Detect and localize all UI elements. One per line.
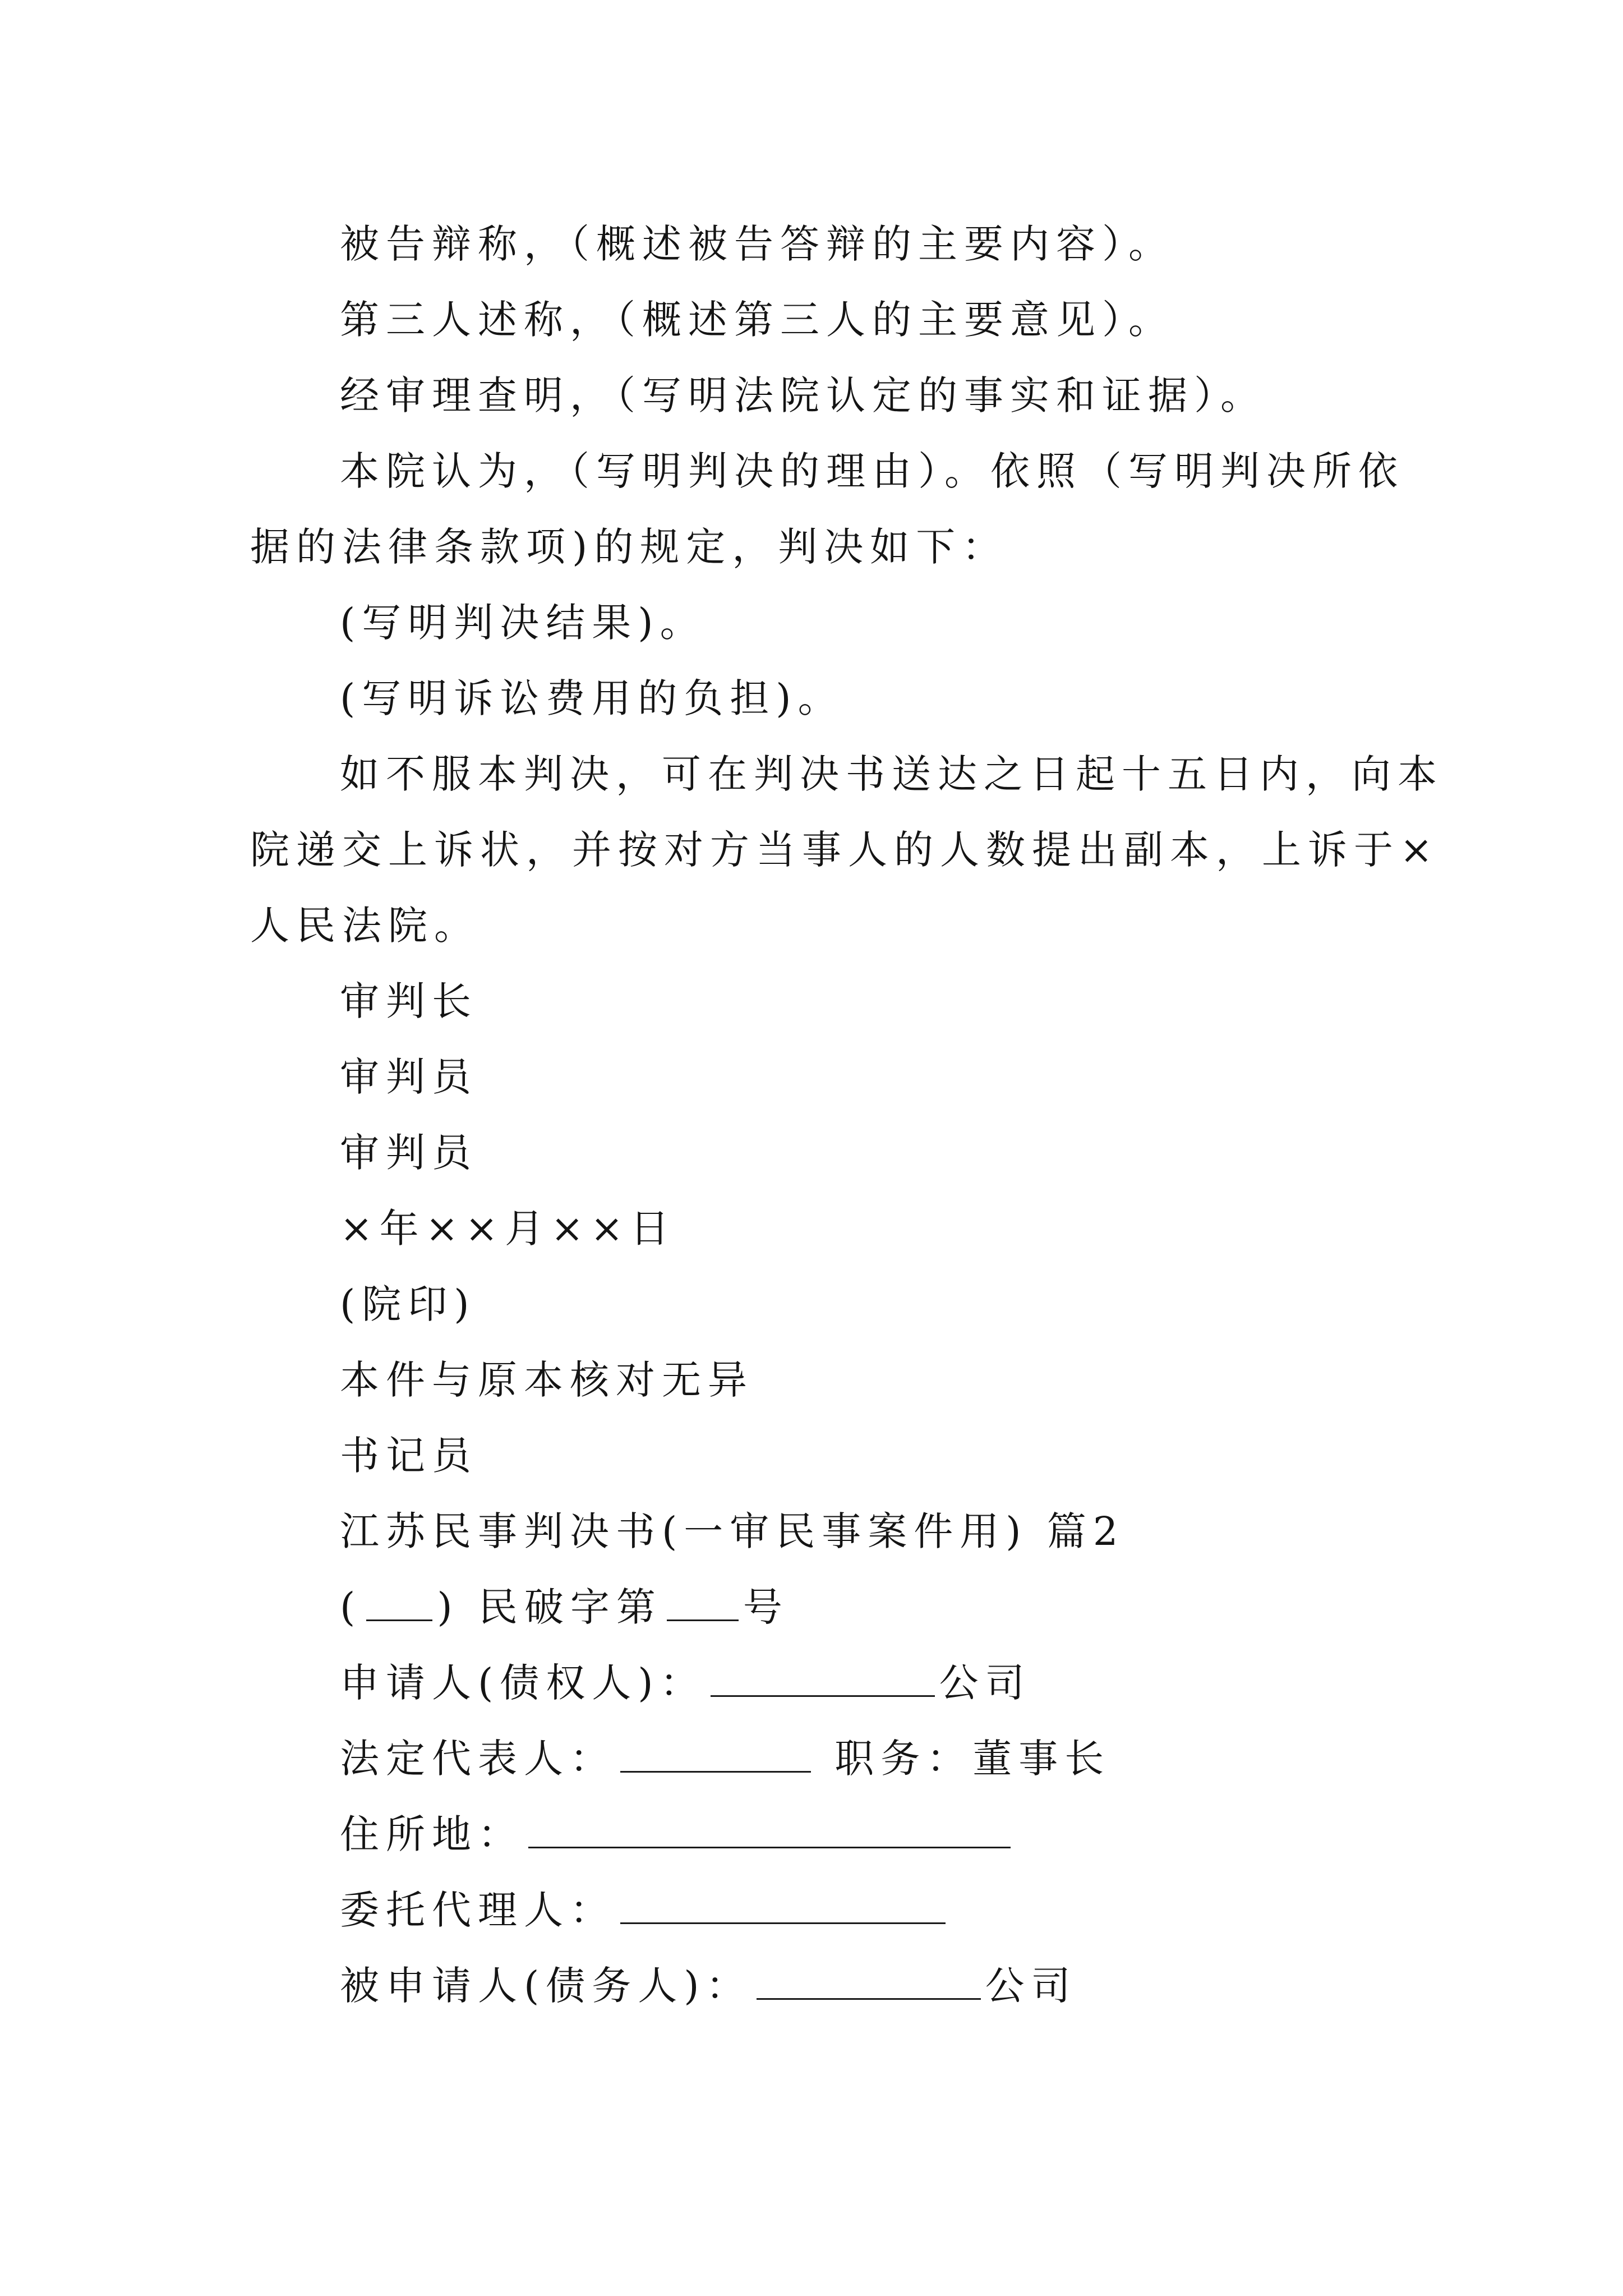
paragraph-court-reasoning-line1: 本院认为，（写明判决的理由）。依照（写明判决所依: [340, 448, 1404, 494]
applicant-line: [340, 1655, 1031, 1711]
paragraph-appeal-notice-line3: 人民法院。: [250, 903, 480, 949]
address-label: 住所地：: [340, 1811, 524, 1857]
respondent-suffix: 公司: [985, 1963, 1077, 2009]
verification-statement: 本件与原本核对无异: [340, 1357, 754, 1403]
paragraph-defendant-defense: 被告辩称，（概述被告答辩的主要内容）。: [340, 221, 1174, 267]
legal-representative-blank: [620, 1731, 811, 1773]
judge-label-1: 审判员: [340, 1054, 478, 1100]
paragraph-third-party-statement: 第三人述称，（概述第三人的主要意见）。: [340, 297, 1174, 343]
section-title: 江苏民事判决书(一审民事案件用) 篇2: [340, 1508, 1125, 1554]
paragraph-judgment-result: (写明判决结果)。: [340, 600, 706, 646]
case-number-suffix: 号: [743, 1584, 789, 1630]
agent-blank: [620, 1882, 946, 1924]
paragraph-facts-found: 经审理查明，（写明法院认定的事实和证据）。: [340, 372, 1266, 418]
presiding-judge-label: 审判长: [340, 978, 478, 1024]
judge-label-2: 审判员: [340, 1130, 478, 1176]
case-number-line: [340, 1579, 789, 1635]
applicant-suffix: 公司: [939, 1660, 1031, 1706]
applicant-name-blank: [711, 1655, 935, 1697]
applicant-label: 申请人(债权人)：: [340, 1660, 706, 1706]
legal-representative-label: 法定代表人：: [340, 1736, 616, 1782]
paragraph-litigation-costs: (写明诉讼费用的负担)。: [340, 675, 844, 721]
case-year-blank: [366, 1579, 432, 1621]
address-blank: [528, 1806, 1011, 1848]
legal-representative-line: [340, 1731, 1110, 1787]
court-seal-note: (院印): [340, 1281, 476, 1327]
clerk-label: 书记员: [340, 1433, 478, 1479]
case-number-close-paren: ): [437, 1584, 459, 1630]
paragraph-appeal-notice-line1: 如不服本判决，可在判决书送达之日起十五日内，向本: [340, 751, 1444, 797]
paragraph-appeal-notice-line2: 院递交上诉状，并按对方当事人的人数提出副本，上诉于×: [250, 827, 1440, 873]
respondent-name-blank: [757, 1958, 981, 2000]
case-type-label: 民破字第: [478, 1584, 662, 1630]
agent-line: [340, 1882, 950, 1938]
agent-label: 委托代理人：: [340, 1887, 616, 1933]
address-line: [340, 1806, 1015, 1862]
case-number-open-paren: (: [340, 1584, 362, 1630]
respondent-label: 被申请人(债务人)：: [340, 1963, 752, 2009]
paragraph-court-reasoning-line2: 据的法律条款项)的规定，判决如下：: [250, 524, 1008, 570]
position-label: 职务：董事长: [834, 1736, 1111, 1782]
case-number-blank: [667, 1579, 739, 1621]
judgment-date: ×年××月××日: [340, 1205, 676, 1251]
respondent-line: [340, 1958, 1077, 2014]
